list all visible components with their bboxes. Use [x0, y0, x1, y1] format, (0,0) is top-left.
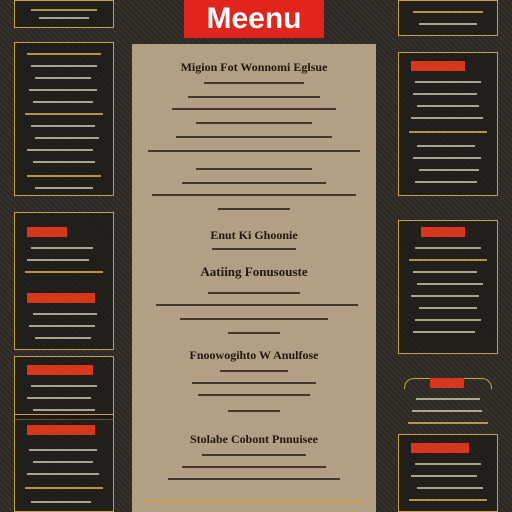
right-column: [398, 0, 498, 512]
right-arch-panel: [398, 370, 498, 430]
menu-title-banner: [184, 0, 324, 38]
left-panel-1: [14, 0, 114, 28]
section-heading-3: Aatiing Fonusouste: [200, 264, 308, 279]
right-panel-2: [398, 52, 498, 196]
bottom-gold-rule: [144, 500, 364, 502]
right-tag-3: [430, 378, 464, 388]
left-column: [14, 0, 114, 512]
left-tag-4: [27, 425, 95, 435]
section-heading-4: Fnoowogihto W Anulfose: [189, 348, 319, 362]
right-tag-4: [411, 443, 469, 453]
left-tag-1: [27, 227, 67, 237]
left-panel-2: [14, 42, 114, 196]
section-heading-1: Migion Fot Wonnomi Eglsue: [180, 60, 328, 74]
right-panel-1: [398, 0, 498, 36]
right-panel-4: [398, 434, 498, 512]
section-heading-5: Stolabe Cobont Pnnuisee: [189, 432, 319, 446]
left-panel-4: [14, 356, 114, 420]
right-panel-3: [398, 220, 498, 354]
left-panel-5: [14, 414, 114, 512]
menu-parchment: [132, 44, 376, 512]
right-tag-1: [411, 61, 465, 71]
left-tag-3: [27, 365, 93, 375]
left-tag-2: [27, 293, 95, 303]
section-heading-2: Enut Ki Ghoonie: [210, 228, 298, 242]
right-tag-2: [421, 227, 465, 237]
left-panel-3: [14, 212, 114, 350]
menu-title: Meenu: [206, 2, 302, 35]
